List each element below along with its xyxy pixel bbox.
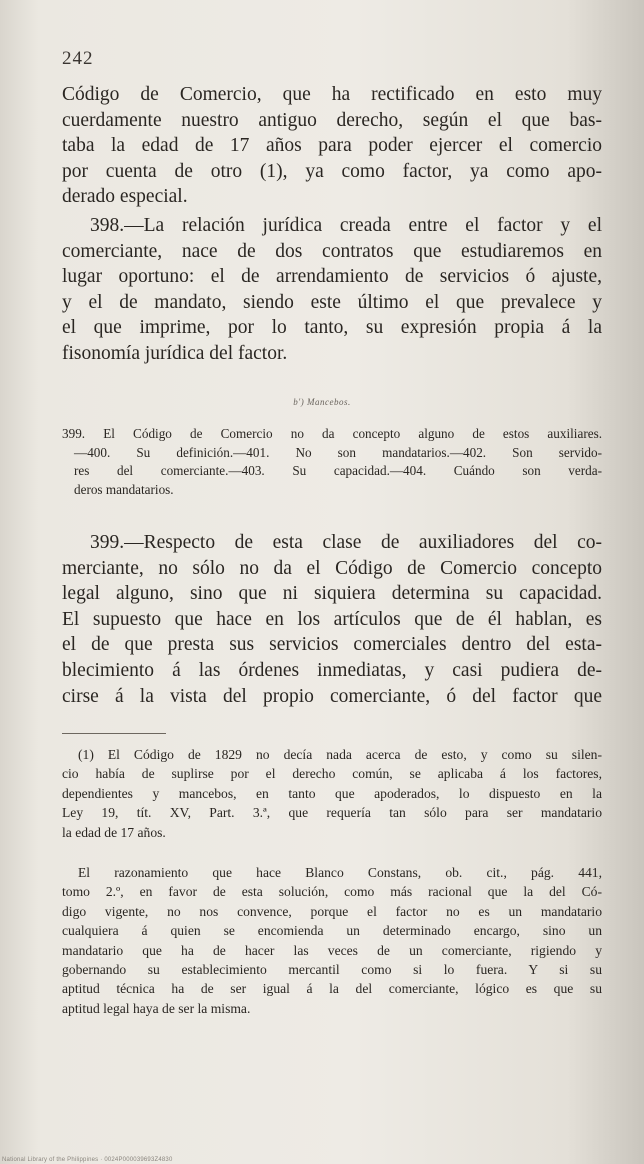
text-line: taba la edad de 17 años para poder ejercer el comercio [62, 135, 602, 157]
text-line: lugar oportuno: el de arrendamiento de servicios ó ajuste, [62, 266, 602, 288]
summary-line: deros mandatarios. [74, 481, 174, 497]
summary-line: res del comerciante.—403. Su capacidad.—404. Cuándo son verda- [74, 463, 602, 478]
text-line: por cuenta de otro (1), ya como factor, ya como apo- [62, 160, 602, 182]
page-number: 242 [62, 48, 94, 69]
footnote-line: cio había de suplirse por el derecho común, se aplicaba á los factores, [62, 766, 602, 782]
scan-credit: National Library of the Philippines · 0024P000039693Z4830 [2, 1157, 173, 1163]
footnote-line: El razonamiento que hace Blanco Constans, ob. cit., pág. 441, [78, 865, 602, 880]
text-line: Código de Comercio, que ha rectificado en esto muy [62, 84, 602, 105]
footnote-line: Ley 19, tít. XV, Part. 3.ª, que requería tan sólo para ser mandatario [62, 805, 602, 821]
footnote-1 [62, 745, 602, 842]
footnote-line: aptitud técnica ha de ser igual á la del comerciante, lógico es que su [62, 981, 602, 997]
text-line: comerciante, nace de dos contratos que estudiaremos en [62, 240, 602, 262]
paragraph-398 [62, 213, 602, 367]
footnote-line: gobernando su establecimiento mercantil como si lo fuera. Y si su [62, 961, 602, 977]
footnote-line: la edad de 17 años. [62, 824, 166, 840]
footnote-divider [62, 733, 166, 734]
text-line: legal alguno, sino que ni siquiera determina su capacidad. [62, 583, 602, 605]
text-line: y el de mandato, siendo este último el que prevalece y [62, 291, 602, 313]
footnote-line: dependientes y mancebos, en tanto que apoderados, lo dispuesto en la [62, 785, 602, 801]
text-line: el de que presta sus servicios comerciales dentro del esta- [62, 634, 602, 656]
section-summary [62, 425, 602, 499]
text-line: cirse á la vista del propio comerciante, ó del factor que [62, 685, 602, 707]
summary-line: —400. Su definición.—401. No son mandatarios.—402. Son servido- [74, 444, 602, 460]
paragraph-intro [62, 82, 602, 210]
footnote-line: aptitud legal haya de ser la misma. [62, 1000, 251, 1016]
footnote-line: digo vigente, no nos convence, porque el factor no es un mandatario [62, 903, 602, 919]
text-line: el que imprime, por lo tanto, su expresión propia á la [62, 317, 602, 339]
text-line: blecimiento á las órdenes inmediatas, y casi pudiera de- [62, 659, 602, 681]
footnote-line: tomo 2.º, en favor de esta solución, como más racional que la del Có- [62, 884, 602, 900]
text-line: cuerdamente nuestro antiguo derecho, según el que bas- [62, 109, 602, 131]
footnote-2 [62, 863, 602, 1018]
footnote-line: (1) El Código de 1829 no decía nada acerca de esto, y como su silen- [78, 747, 602, 762]
section-heading: b') Mancebos. [293, 397, 351, 407]
paragraph-399 [62, 530, 602, 709]
text-line: fisonomía jurídica del factor. [62, 342, 288, 364]
footnote-line: cualquiera á quien se encomienda un determinado encargo, sino un [62, 923, 602, 939]
footnote-line: mandatario que ha de hacer las veces de un comerciante, rigiendo y [62, 942, 602, 958]
text-line: 399.—Respecto de esta clase de auxiliadores del co- [90, 532, 602, 553]
summary-line: 399. El Código de Comercio no da concepto alguno de estos auxiliares. [62, 426, 602, 441]
text-line: El supuesto que hace en los artículos que de él hablan, es [62, 608, 602, 630]
text-line: derado especial. [62, 186, 188, 208]
text-line: 398.—La relación jurídica creada entre el factor y el [90, 215, 602, 236]
text-line: merciante, no sólo no da el Código de Comercio concepto [62, 557, 602, 579]
